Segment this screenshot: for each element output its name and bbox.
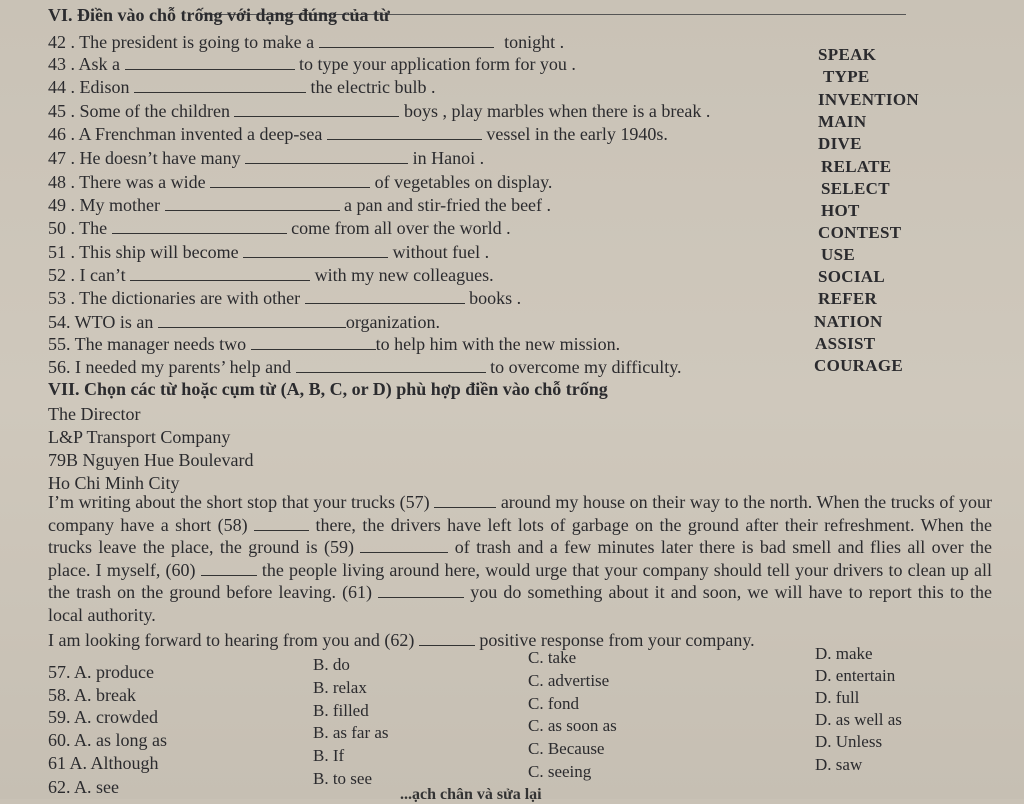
option-62-d[interactable]: D. saw: [815, 755, 863, 774]
section6-title: VI. Điền vào chỗ trống với dạng đúng của từ: [48, 5, 390, 25]
exercise-row-46: 46 . A Frenchman invented a deep-sea vessel in the early 1940s.: [48, 124, 668, 144]
answer-blank[interactable]: [327, 124, 482, 140]
exercise-row-51: 51 . This ship will become without fuel .: [48, 242, 490, 262]
exercise-row-42: 42 . The president is going to make a tonight .: [48, 32, 565, 52]
root-word-43: TYPE: [823, 67, 870, 86]
option-60-d[interactable]: D. as well as: [815, 710, 902, 729]
option-59-c[interactable]: C. fond: [528, 694, 579, 713]
answer-blank[interactable]: [125, 54, 295, 70]
letter-closing: I am looking forward to hearing from you and (62) positive response from your company.: [48, 630, 755, 650]
option-62-a[interactable]: 62. A. see: [48, 777, 119, 797]
root-word-48: SELECT: [821, 179, 890, 198]
address-line-1: The Director: [48, 404, 141, 424]
answer-blank-58[interactable]: [254, 516, 309, 531]
answer-blank-61[interactable]: [378, 583, 464, 598]
option-61-d[interactable]: D. Unless: [815, 732, 883, 751]
option-61-c[interactable]: C. Because: [528, 739, 605, 758]
answer-blank[interactable]: [134, 77, 306, 93]
option-60-c[interactable]: C. as soon as: [528, 716, 617, 735]
option-59-a[interactable]: 59. A. crowded: [48, 707, 158, 727]
option-58-a[interactable]: 58. A. break: [48, 685, 136, 705]
exercise-row-54: 54. WTO is an organization.: [48, 312, 440, 332]
exercise-row-55: 55. The manager needs two to help him with the new mission.: [48, 334, 621, 354]
option-60-a[interactable]: 60. A. as long as: [48, 730, 167, 750]
exercise-row-56: 56. I needed my parents’ help and to overcome my difficulty.: [48, 357, 682, 377]
address-line-3: 79B Nguyen Hue Boulevard: [48, 450, 254, 470]
root-word-56: COURAGE: [814, 356, 903, 375]
root-word-55: ASSIST: [815, 334, 876, 353]
root-word-42: SPEAK: [818, 45, 877, 64]
root-word-45: MAIN: [818, 112, 867, 131]
option-58-b[interactable]: B. relax: [313, 678, 367, 697]
answer-blank[interactable]: [243, 242, 388, 258]
exercise-row-50: 50 . The come from all over the world .: [48, 218, 511, 238]
answer-blank[interactable]: [234, 101, 399, 117]
answer-blank[interactable]: [112, 218, 287, 234]
option-57-b[interactable]: B. do: [313, 655, 350, 674]
answer-blank[interactable]: [158, 312, 346, 328]
answer-blank[interactable]: [165, 195, 340, 211]
exercise-row-48: 48 . There was a wide of vegetables on display.: [48, 172, 553, 192]
option-58-d[interactable]: D. entertain: [815, 666, 896, 685]
option-61-b[interactable]: B. If: [313, 746, 345, 765]
root-word-49: HOT: [821, 201, 860, 220]
letter-paragraph: I’m writing about the short stop that your trucks (57) around my house on their way to the north. When the trucks of your company have a short (58) there, the drivers have left lots of garbage on the ground after their refreshment. When the trucks leave the place, the ground is (59) of trash and a few minutes later there is bad smell and flies all over the place. I myself, (60) the people living around here, would urge that your company should tell your drivers to clean up all the trash on the ground before leaving. (61) you do something about it and soon, we will have to report this to the local authority.: [48, 492, 993, 625]
root-word-54: NATION: [814, 312, 883, 331]
answer-blank-60[interactable]: [201, 561, 257, 576]
option-57-a[interactable]: 57. A. produce: [48, 662, 154, 682]
option-58-c[interactable]: C. advertise: [528, 671, 610, 690]
exercise-row-47: 47 . He doesn’t have many in Hanoi .: [48, 148, 485, 168]
root-word-46: DIVE: [818, 134, 862, 153]
option-57-d[interactable]: D. make: [815, 644, 873, 663]
answer-blank[interactable]: [305, 288, 465, 304]
option-62-c[interactable]: C. seeing: [528, 762, 592, 781]
answer-blank-62[interactable]: [419, 630, 475, 646]
answer-blank[interactable]: [210, 172, 370, 188]
address-line-4: Ho Chi Minh City: [48, 473, 180, 493]
option-62-b[interactable]: B. to see: [313, 769, 373, 788]
root-word-53: REFER: [818, 289, 878, 308]
root-word-50: CONTEST: [818, 223, 902, 242]
option-57-c[interactable]: C. take: [528, 648, 577, 667]
option-61-a[interactable]: 61 A. Although: [48, 753, 159, 773]
root-word-51: USE: [821, 245, 855, 264]
answer-blank-57[interactable]: [434, 493, 496, 508]
answer-blank-59[interactable]: [360, 538, 448, 553]
exercise-row-45: 45 . Some of the children boys , play marbles when there is a break .: [48, 101, 711, 121]
option-59-b[interactable]: B. filled: [313, 701, 369, 720]
answer-blank[interactable]: [296, 357, 486, 373]
exercise-row-53: 53 . The dictionaries are with other books .: [48, 288, 522, 308]
section7-title: VII. Chọn các từ hoặc cụm từ (A, B, C, or D) phù hợp điền vào chỗ trống: [48, 379, 608, 399]
answer-blank[interactable]: [245, 148, 408, 164]
address-line-2: L&P Transport Company: [48, 427, 231, 447]
exercise-row-49: 49 . My mother a pan and stir-fried the beef .: [48, 195, 552, 215]
root-word-44: INVENTION: [818, 90, 919, 109]
option-60-b[interactable]: B. as far as: [313, 723, 389, 742]
next-section-heading-cut: ...ạch chân và sửa lại: [400, 786, 542, 803]
answer-blank[interactable]: [251, 334, 376, 350]
exercise-row-44: 44 . Edison the electric bulb .: [48, 77, 436, 97]
root-word-52: SOCIAL: [818, 267, 885, 286]
answer-blank[interactable]: [130, 265, 310, 281]
exercise-row-43: 43 . Ask a to type your application form for you .: [48, 54, 576, 74]
option-59-d[interactable]: D. full: [815, 688, 860, 707]
answer-blank[interactable]: [319, 32, 494, 48]
exercise-row-52: 52 . I can’t with my new colleagues.: [48, 265, 494, 285]
root-word-47: RELATE: [821, 157, 892, 176]
